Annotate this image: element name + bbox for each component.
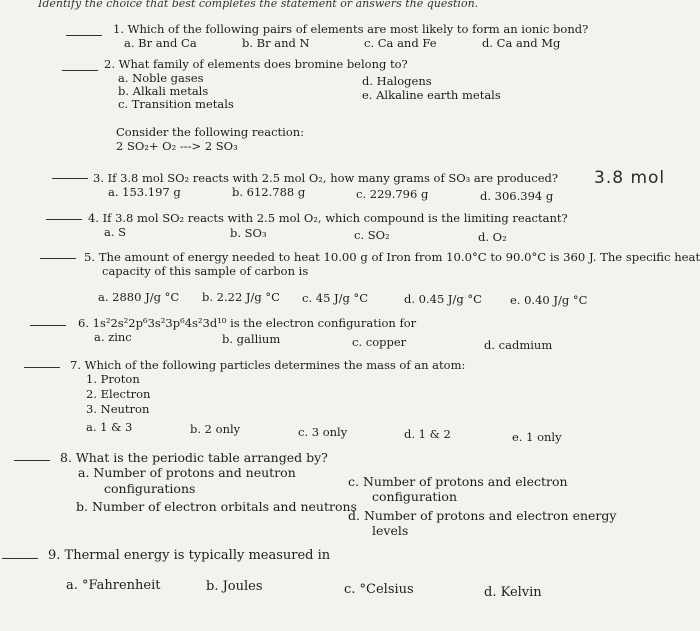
- q8-option-c-line2: configuration: [372, 489, 457, 504]
- q1-option-b: b. Br and N: [242, 36, 310, 50]
- answer-blank-7[interactable]: [24, 367, 60, 368]
- q7-option-d: d. 1 & 2: [404, 427, 451, 441]
- q8-option-a-line1: a. Number of protons and neutron: [78, 465, 296, 480]
- q4-option-c: c. SO₂: [354, 228, 390, 242]
- q2-option-c: c. Transition metals: [118, 97, 234, 111]
- q7-option-b: b. 2 only: [190, 422, 241, 436]
- q1-option-c: c. Ca and Fe: [364, 36, 437, 50]
- answer-blank-5[interactable]: [40, 258, 76, 259]
- q7-item-1: 1. Proton: [86, 372, 140, 386]
- q7-item-2: 2. Electron: [86, 387, 151, 401]
- answer-blank-9[interactable]: [2, 558, 38, 559]
- q3-option-d: d. 306.394 g: [480, 189, 554, 203]
- q1-option-a: a. Br and Ca: [124, 36, 197, 50]
- question-5-text-line2: capacity of this sample of carbon is: [102, 264, 309, 278]
- q9-option-b: b. Joules: [206, 579, 263, 594]
- question-3-text: 3. If 3.8 mol SO₂ reacts with 2.5 mol O₂, how many grams of SO₃ are produced?: [93, 171, 559, 185]
- instructions-header: Identify the choice that best completes the statement or answers the question.: [38, 0, 479, 10]
- q8-option-d-line2: levels: [372, 523, 409, 538]
- q9-option-a: a. °Fahrenheit: [66, 578, 161, 593]
- q4-option-d: d. O₂: [478, 230, 507, 244]
- q7-option-a: a. 1 & 3: [86, 420, 133, 434]
- answer-blank-1[interactable]: [66, 35, 102, 36]
- question-5-text-line1: 5. The amount of energy needed to heat 10.00 g of Iron from 10.0°C to 90.0°C is 360 J. The specific heat: [84, 250, 700, 264]
- question-4-text: 4. If 3.8 mol SO₂ reacts with 2.5 mol O₂, which compound is the limiting reactant?: [88, 211, 568, 225]
- q6-option-a: a. zinc: [94, 330, 132, 344]
- q2-option-e: e. Alkaline earth metals: [362, 88, 501, 102]
- q5-option-b: b. 2.22 J/g °C: [202, 290, 280, 304]
- question-1-text: 1. Which of the following pairs of elements are most likely to form an ionic bond?: [113, 22, 589, 36]
- q2-option-b: b. Alkali metals: [118, 84, 209, 98]
- q4-option-b: b. SO₃: [230, 226, 267, 240]
- answer-blank-6[interactable]: [30, 325, 66, 326]
- question-9-text: 9. Thermal energy is typically measured in: [48, 548, 331, 563]
- answer-blank-4[interactable]: [46, 219, 82, 220]
- q5-option-e: e. 0.40 J/g °C: [510, 293, 588, 307]
- q6-option-c: c. copper: [352, 335, 407, 349]
- q5-option-d: d. 0.45 J/g °C: [404, 292, 482, 306]
- answer-blank-8[interactable]: [14, 460, 50, 461]
- q7-option-c: c. 3 only: [298, 425, 348, 439]
- q8-option-b: b. Number of electron orbitals and neutrons: [76, 499, 357, 514]
- q5-option-a: a. 2880 J/g °C: [98, 290, 180, 304]
- question-8-text: 8. What is the periodic table arranged by?: [60, 450, 328, 465]
- question-7-text: 7. Which of the following particles determines the mass of an atom:: [70, 358, 466, 372]
- q9-option-d: d. Kelvin: [484, 585, 542, 600]
- answer-blank-3[interactable]: [52, 178, 88, 179]
- q3-option-a: a. 153.197 g: [108, 185, 181, 199]
- q2-option-d: d. Halogens: [362, 74, 432, 88]
- q8-option-d-line1: d. Number of protons and electron energy: [348, 508, 617, 523]
- q7-option-e: e. 1 only: [512, 430, 562, 444]
- q3-option-c: c. 229.796 g: [356, 187, 429, 201]
- reaction-equation: 2 SO₂+ O₂ ---> 2 SO₃: [116, 139, 238, 153]
- handwritten-note: 3.8 mol: [594, 168, 666, 188]
- q7-item-3: 3. Neutron: [86, 402, 150, 416]
- q8-option-a-line2: configurations: [104, 481, 196, 496]
- q1-option-d: d. Ca and Mg: [482, 36, 561, 50]
- reaction-intro: Consider the following reaction:: [116, 125, 305, 139]
- q2-option-a: a. Noble gases: [118, 71, 204, 85]
- q8-option-c-line1: c. Number of protons and electron: [348, 474, 568, 489]
- q9-option-c: c. °Celsius: [344, 582, 414, 597]
- q4-option-a: a. S: [104, 225, 127, 239]
- q5-option-c: c. 45 J/g °C: [302, 291, 369, 305]
- q6-option-b: b. gallium: [222, 332, 281, 346]
- q6-option-d: d. cadmium: [484, 338, 553, 352]
- question-2-text: 2. What family of elements does bromine belong to?: [104, 57, 408, 71]
- question-6-text: 6. 1s²2s²2p⁶3s²3p⁶4s²3d¹⁰ is the electron configuration for: [78, 316, 417, 330]
- answer-blank-2[interactable]: [62, 70, 98, 71]
- q3-option-b: b. 612.788 g: [232, 185, 306, 199]
